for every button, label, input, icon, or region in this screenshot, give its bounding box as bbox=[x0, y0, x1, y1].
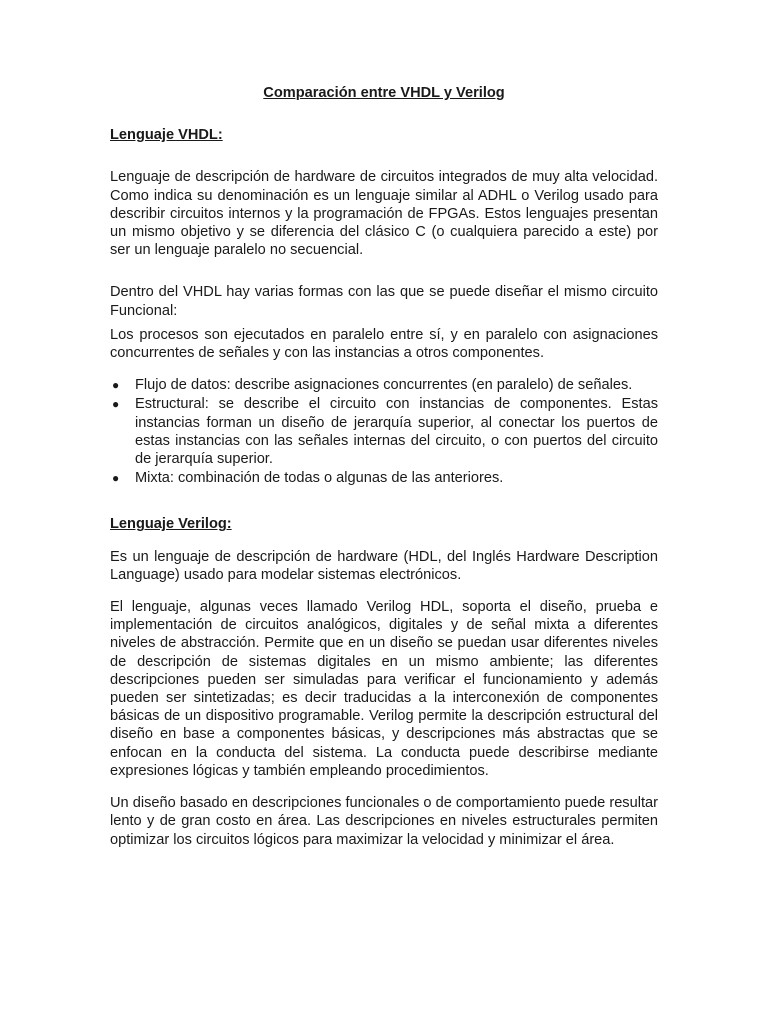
bullet-icon: ● bbox=[112, 397, 120, 412]
verilog-paragraph-1: Es un lenguaje de descripción de hardware (HDL, del Inglés Hardware Description Language) usado para modelar sistemas electrónicos. bbox=[110, 548, 658, 583]
list-item bbox=[110, 376, 658, 394]
list-item bbox=[110, 469, 658, 487]
bullet-text: Flujo de datos: describe asignaciones concurrentes (en paralelo) de señales. bbox=[135, 377, 633, 394]
vhdl-paragraph-2: Dentro del VHDL hay varias formas con las que se puede diseñar el mismo circuito Funcional: bbox=[110, 284, 658, 319]
verilog-paragraph-2: El lenguaje, algunas veces llamado Verilog HDL, soporta el diseño, prueba e implementación de circuitos analógicos, digitales y de señal mixta a diferentes niveles de abstracción. Permite que en un diseño se puedan usar diferentes niveles de descripción de sistemas digitales en un mismo ambiente; las diferentes descripciones pueden ser simuladas para verificar el funcionamiento y además pueden ser sintetizadas; es decir traducidas a la interconexión de componentes básicas de un dispositivo programable. Verilog permite la descripción estructural del diseño en base a componentes básicas, y descripciones más abstractas que se enfocan en la conducta del sistema. La conducta puede describirse mediante expresiones lógicas y también empleando procedimientos. bbox=[110, 599, 658, 779]
bullet-text: Estructural: se describe el circuito con instancias de componentes. Estas instancias forman un diseño de jerarquía superior, al conectar los puertos de estas instancias con las señales internas del circuito, o con puertos del circuito de jerarquía superior. bbox=[135, 396, 658, 468]
verilog-heading: Lenguaje Verilog: bbox=[110, 516, 232, 533]
vhdl-paragraph-1: Lenguaje de descripción de hardware de circuitos integrados de muy alta velocidad. Como indica su denominación es un lenguaje similar al ADHL o Verilog usado para describir circuitos internos y la programación de FPGAs. Estos lenguajes presentan un mismo objetivo y se diferencia del clásico C (o cualquiera parecido a este) por ser un lenguaje paralelo no secuencial. bbox=[110, 169, 658, 259]
list-item bbox=[110, 395, 658, 468]
vhdl-heading: Lenguaje VHDL: bbox=[110, 127, 223, 144]
bullet-icon: ● bbox=[112, 471, 120, 486]
document-page bbox=[110, 84, 658, 849]
vhdl-paragraph-3: Los procesos son ejecutados en paralelo entre sí, y en paralelo con asignaciones concurrentes de señales y con las instancias a otros componentes. bbox=[110, 326, 658, 362]
document-title: Comparación entre VHDL y Verilog bbox=[263, 85, 505, 101]
vhdl-bullet-list bbox=[110, 376, 658, 487]
bullet-icon: ● bbox=[112, 378, 120, 393]
verilog-paragraph-3: Un diseño basado en descripciones funcionales o de comportamiento puede resultar lento y de gran costo en área. Las descripciones en niveles estructurales permiten optimizar los circuitos lógicos para maximizar la velocidad y minimizar el área. bbox=[110, 795, 658, 848]
bullet-text: Mixta: combinación de todas o algunas de las anteriores. bbox=[135, 470, 504, 487]
